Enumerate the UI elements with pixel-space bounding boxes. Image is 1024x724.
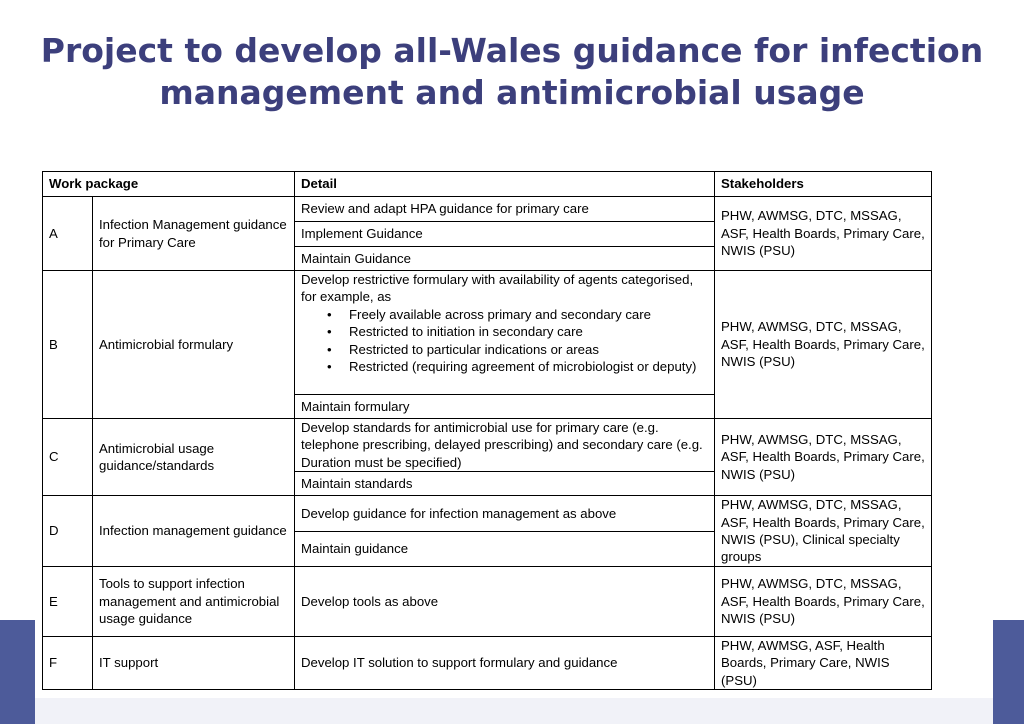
detail-cell: Maintain guidance	[295, 531, 715, 566]
slide-title: Project to develop all-Wales guidance for infection management and antimicrobial usage	[40, 31, 984, 112]
detail-cell: Develop tools as above	[295, 566, 715, 636]
bullet-item: • Restricted to particular indications or areas	[349, 341, 708, 358]
detail-cell: Review and adapt HPA guidance for primary care	[295, 197, 715, 222]
left-accent-bar	[0, 620, 35, 724]
detail-cell: Maintain Guidance	[295, 247, 715, 271]
package-name: IT support	[93, 636, 295, 689]
detail-cell: Develop standards for antimicrobial use for primary care (e.g. telephone prescribing, delayed prescribing) and secondary care (e.g. Duration must be specified)	[295, 419, 715, 472]
package-name: Antimicrobial formulary	[93, 271, 295, 419]
package-code: F	[43, 636, 93, 689]
table-row	[43, 636, 932, 689]
detail-cell-formulary	[295, 271, 715, 395]
footer-band	[35, 698, 993, 724]
bullet-item: • Restricted to initiation in secondary care	[349, 323, 708, 340]
detail-cell: Develop guidance for infection management as above	[295, 496, 715, 531]
header-work-package: Work package	[43, 172, 295, 197]
detail-cell: Develop IT solution to support formulary and guidance	[295, 636, 715, 689]
table-row	[43, 419, 932, 472]
package-name: Tools to support infection management and antimicrobial usage guidance	[93, 566, 295, 636]
header-stakeholders: Stakeholders	[715, 172, 932, 197]
stakeholders-cell: PHW, AWMSG, DTC, MSSAG, ASF, Health Boards, Primary Care, NWIS (PSU)	[715, 271, 932, 419]
stakeholders-cell: PHW, AWMSG, DTC, MSSAG, ASF, Health Boards, Primary Care, NWIS (PSU), Clinical specialty groups	[715, 496, 932, 567]
stakeholders-cell: PHW, AWMSG, DTC, MSSAG, ASF, Health Boards, Primary Care, NWIS (PSU)	[715, 419, 932, 496]
bullet-list	[301, 306, 708, 376]
detail-cell: Maintain formulary	[295, 395, 715, 419]
table-row	[43, 197, 932, 222]
package-code: C	[43, 419, 93, 496]
package-code: E	[43, 566, 93, 636]
bullet-item: • Restricted (requiring agreement of microbiologist or deputy)	[349, 358, 708, 375]
work-package-table	[42, 171, 932, 690]
package-name: Infection Management guidance for Primary Care	[93, 197, 295, 271]
stakeholders-cell: PHW, AWMSG, ASF, Health Boards, Primary Care, NWIS (PSU)	[715, 636, 932, 689]
right-accent-bar	[993, 620, 1024, 724]
detail-intro: Develop restrictive formulary with availability of agents categorised, for example, as	[301, 272, 694, 305]
stakeholders-cell: PHW, AWMSG, DTC, MSSAG, ASF, Health Boards, Primary Care, NWIS (PSU)	[715, 566, 932, 636]
package-code: B	[43, 271, 93, 419]
header-detail: Detail	[295, 172, 715, 197]
detail-cell: Implement Guidance	[295, 222, 715, 247]
package-code: D	[43, 496, 93, 567]
table-row	[43, 496, 932, 531]
table-row	[43, 566, 932, 636]
stakeholders-cell: PHW, AWMSG, DTC, MSSAG, ASF, Health Boards, Primary Care, NWIS (PSU)	[715, 197, 932, 271]
package-name: Antimicrobial usage guidance/standards	[93, 419, 295, 496]
package-name: Infection management guidance	[93, 496, 295, 567]
table-header-row	[43, 172, 932, 197]
detail-cell: Maintain standards	[295, 472, 715, 496]
bullet-item: • Freely available across primary and secondary care	[349, 306, 708, 323]
package-code: A	[43, 197, 93, 271]
table-row	[43, 271, 932, 395]
